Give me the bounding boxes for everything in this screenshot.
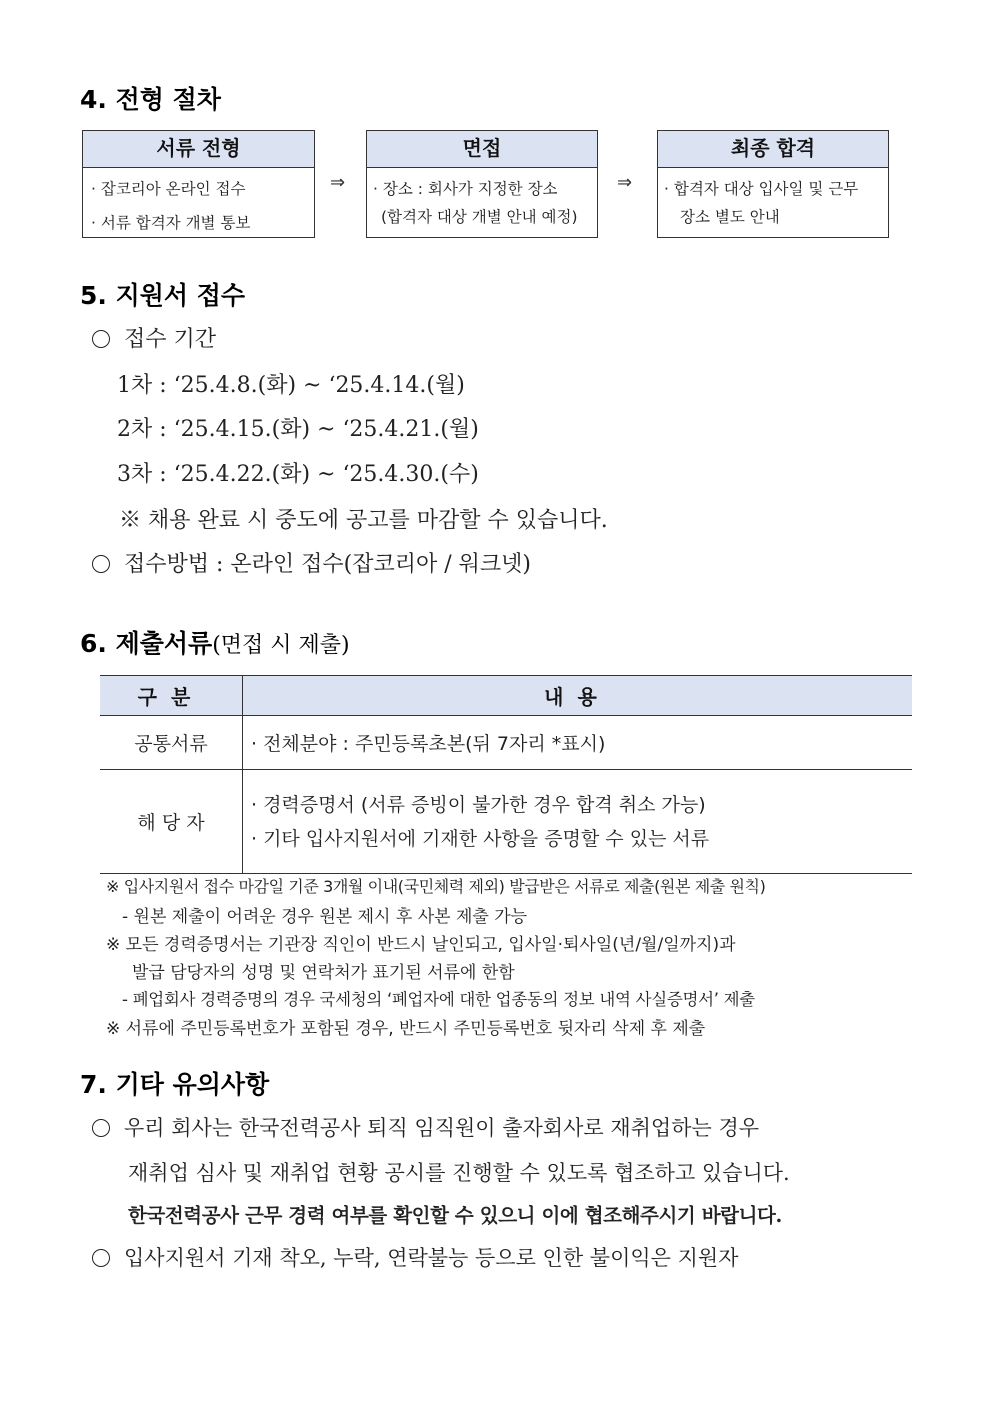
notice-1-line2: 재취업 심사 및 재취업 현황 공시를 진행할 수 있도록 협조하고 있습니다. xyxy=(128,1161,790,1185)
section5-title: 5. 지원서 접수 xyxy=(80,281,246,310)
round-2: 2차 : ‘25.4.15.(화) ~ ‘25.4.21.(월) xyxy=(117,417,479,442)
documents-table xyxy=(100,675,912,874)
row-category: 공통서류 xyxy=(100,716,243,770)
arrow-icon: ⇒ xyxy=(330,172,346,193)
step-line: · 서류 합격자 개별 통보 xyxy=(91,214,251,232)
table-row xyxy=(100,770,912,874)
row-item: · 기타 입사지원서에 기재한 사항을 증명할 수 있는 서류 xyxy=(251,827,710,850)
early-close-note: ※ 채용 완료 시 중도에 공고를 마감할 수 있습니다. xyxy=(119,508,608,533)
section6-title-sub: (면접 시 제출) xyxy=(212,633,350,658)
section4-title: 4. 전형 절차 xyxy=(80,85,221,114)
circle-bullet-icon xyxy=(92,555,110,573)
method-text: 접수방법 : 온라인 접수(잡코리아 / 워크넷) xyxy=(124,552,531,577)
notice-2-row xyxy=(92,1242,738,1272)
circle-bullet-icon xyxy=(92,330,110,348)
step-final-pass xyxy=(657,130,889,238)
round-1: 1차 : ‘25.4.8.(화) ~ ‘25.4.14.(월) xyxy=(117,373,465,398)
row-content xyxy=(243,770,913,874)
step-title: 서류 전형 xyxy=(83,131,314,168)
note-5: - 폐업회사 경력증명의 경우 국세청의 ‘폐업자에 대한 업종동의 정보 내역 사실증명서’ 제출 xyxy=(122,990,755,1009)
section7-title: 7. 기타 유의사항 xyxy=(80,1070,270,1099)
step-title: 면접 xyxy=(367,131,597,168)
arrow-icon: ⇒ xyxy=(617,172,633,193)
notice-1-line1: 우리 회사는 한국전력공사 퇴직 임직원이 출자회사로 재취업하는 경우 xyxy=(124,1116,760,1140)
round-3: 3차 : ‘25.4.22.(화) ~ ‘25.4.30.(수) xyxy=(117,462,479,487)
period-label: 접수 기간 xyxy=(124,327,217,352)
note-2: - 원본 제출이 어려운 경우 원본 제시 후 사본 제출 가능 xyxy=(122,907,528,927)
section6-title xyxy=(80,624,350,660)
note-3: ※ 모든 경력증명서는 기관장 직인이 반드시 날인되고, 입사일·퇴사일(년/월/일까지)과 xyxy=(106,935,736,955)
note-6: ※ 서류에 주민등록번호가 포함된 경우, 반드시 주민등록번호 뒷자리 삭제 후 제출 xyxy=(106,1019,706,1039)
notice-1-bold: 한국전력공사 근무 경력 여부를 확인할 수 있으니 이에 협조해주시기 바랍니다. xyxy=(128,1204,782,1227)
header-content: 내용 xyxy=(243,676,913,716)
table-row xyxy=(100,716,912,770)
row-category: 해 당 자 xyxy=(100,770,243,874)
notice-1-row xyxy=(92,1112,759,1142)
step-line: · 잡코리아 온라인 접수 xyxy=(91,180,246,198)
step-document-screening xyxy=(82,130,315,238)
section6-title-main: 6. 제출서류 xyxy=(80,629,213,658)
circle-bullet-icon xyxy=(92,1249,110,1267)
step-interview xyxy=(366,130,598,238)
step-title: 최종 합격 xyxy=(658,131,888,168)
step-line: (합격자 대상 개별 안내 예정) xyxy=(381,208,578,226)
row-content: · 전체분야 : 주민등록초본(뒤 7자리 *표시) xyxy=(243,716,913,770)
period-label-row xyxy=(92,322,216,353)
row-item: · 경력증명서 (서류 증빙이 불가한 경우 합격 취소 가능) xyxy=(251,793,706,816)
step-line: · 합격자 대상 입사일 및 근무 xyxy=(664,180,859,198)
notice-2-text: 입사지원서 기재 착오, 누락, 연락불능 등으로 인한 불이익은 지원자 xyxy=(124,1246,739,1270)
header-category: 구분 xyxy=(100,676,243,716)
note-1: ※ 입사지원서 접수 마감일 기준 3개월 이내(국민체력 제외) 발급받은 서류로 제출(원본 제출 원칙) xyxy=(106,877,766,896)
method-row xyxy=(92,547,531,578)
step-line: · 장소 : 회사가 지정한 장소 xyxy=(373,180,558,198)
step-line: 장소 별도 안내 xyxy=(680,208,780,226)
circle-bullet-icon xyxy=(92,1119,110,1137)
note-4: 발급 담당자의 성명 및 연락처가 표기된 서류에 한함 xyxy=(132,963,515,983)
table-header-row xyxy=(100,676,912,716)
